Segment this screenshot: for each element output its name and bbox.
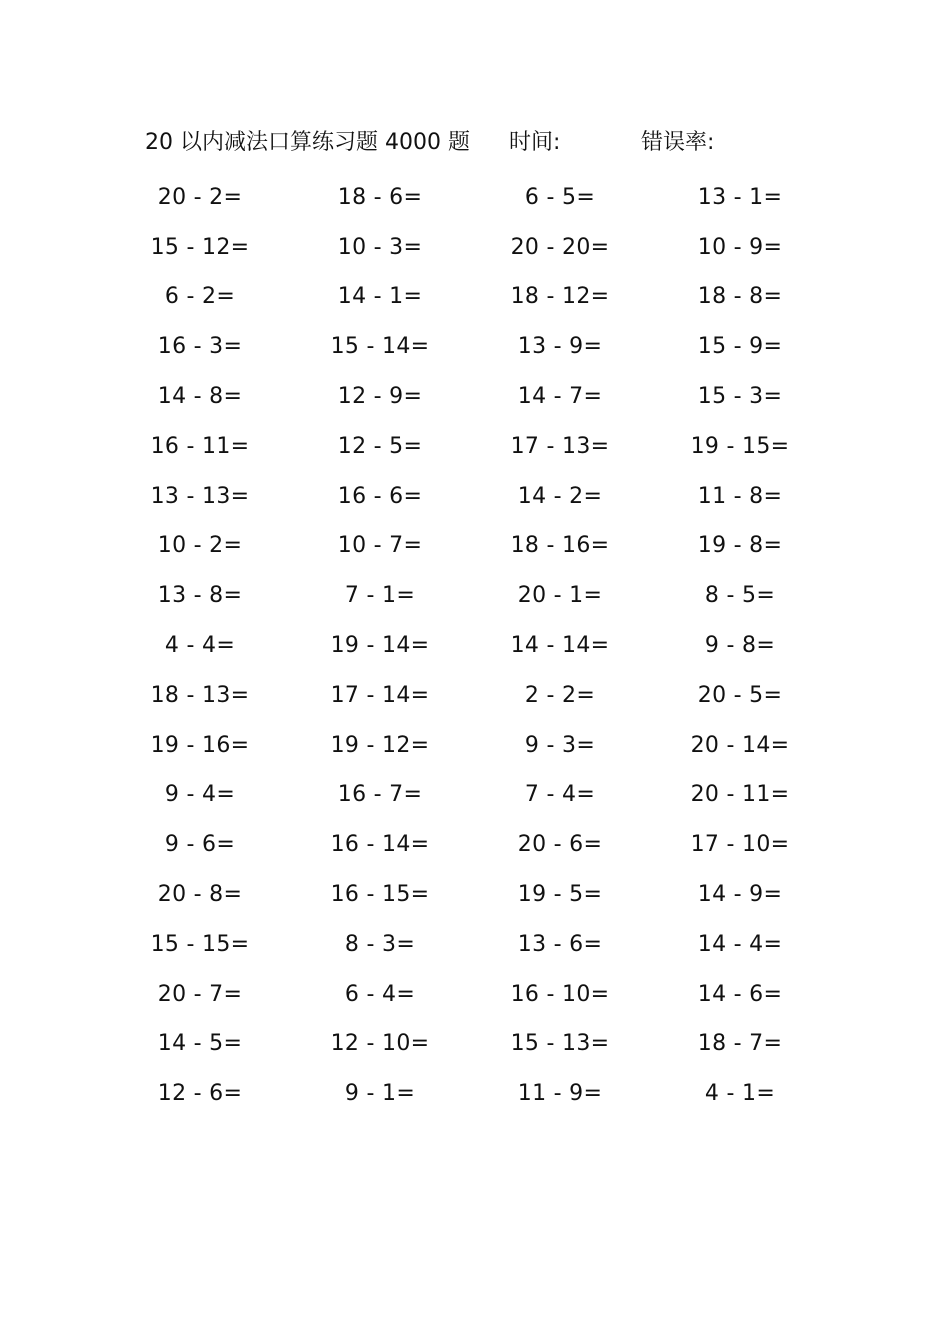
subtraction-problem: 19 - 12= (330, 732, 430, 758)
subtraction-problem: 15 - 14= (330, 334, 430, 360)
subtraction-problem: 15 - 15= (150, 931, 250, 957)
problem-row (110, 571, 830, 621)
subtraction-problem: 16 - 7= (337, 782, 423, 808)
subtraction-problem: 15 - 3= (697, 384, 783, 410)
subtraction-problem: 16 - 3= (157, 334, 243, 360)
subtraction-problem: 8 - 3= (344, 931, 416, 957)
subtraction-problem: 15 - 13= (510, 1031, 610, 1057)
problem-row (110, 771, 830, 821)
subtraction-problem: 16 - 11= (150, 433, 250, 459)
subtraction-problem: 20 - 7= (157, 981, 243, 1007)
error-rate-label: 错误率: (641, 130, 715, 155)
subtraction-problem: 13 - 9= (517, 334, 603, 360)
problem-row (110, 322, 830, 372)
subtraction-problem: 13 - 6= (517, 931, 603, 957)
problem-row (110, 273, 830, 323)
subtraction-problem: 11 - 9= (517, 1081, 603, 1107)
subtraction-problem: 20 - 1= (517, 583, 603, 609)
subtraction-problem: 10 - 7= (337, 533, 423, 559)
problem-grid (110, 173, 830, 1119)
problem-row (110, 1020, 830, 1070)
subtraction-problem: 10 - 3= (337, 234, 423, 260)
subtraction-problem: 20 - 11= (690, 782, 790, 808)
problem-row (110, 920, 830, 970)
subtraction-problem: 8 - 5= (704, 583, 776, 609)
subtraction-problem: 2 - 2= (524, 682, 596, 708)
subtraction-problem: 6 - 2= (164, 284, 236, 310)
problem-row (110, 671, 830, 721)
subtraction-problem: 19 - 5= (517, 882, 603, 908)
subtraction-problem: 19 - 8= (697, 533, 783, 559)
subtraction-problem: 9 - 6= (164, 832, 236, 858)
subtraction-problem: 20 - 8= (157, 882, 243, 908)
subtraction-problem: 9 - 3= (524, 732, 596, 758)
subtraction-problem: 13 - 8= (157, 583, 243, 609)
problem-row (110, 970, 830, 1020)
subtraction-problem: 18 - 8= (697, 284, 783, 310)
subtraction-problem: 19 - 16= (150, 732, 250, 758)
problem-row (110, 472, 830, 522)
subtraction-problem: 18 - 12= (510, 284, 610, 310)
subtraction-problem: 14 - 6= (697, 981, 783, 1007)
subtraction-problem: 7 - 1= (344, 583, 416, 609)
problem-row (110, 1069, 830, 1119)
subtraction-problem: 16 - 15= (330, 882, 430, 908)
subtraction-problem: 14 - 9= (697, 882, 783, 908)
subtraction-problem: 10 - 2= (157, 533, 243, 559)
subtraction-problem: 4 - 4= (164, 633, 236, 659)
subtraction-problem: 6 - 4= (344, 981, 416, 1007)
subtraction-problem: 4 - 1= (704, 1081, 776, 1107)
subtraction-problem: 12 - 10= (330, 1031, 430, 1057)
subtraction-problem: 17 - 10= (690, 832, 790, 858)
worksheet-title: 20 以内减法口算练习题 4000 题 (145, 130, 470, 155)
subtraction-problem: 14 - 2= (517, 483, 603, 509)
subtraction-problem: 9 - 1= (344, 1081, 416, 1107)
problem-row (110, 621, 830, 671)
subtraction-problem: 16 - 14= (330, 832, 430, 858)
subtraction-problem: 17 - 14= (330, 682, 430, 708)
problem-row (110, 820, 830, 870)
subtraction-problem: 14 - 14= (510, 633, 610, 659)
subtraction-problem: 18 - 13= (150, 682, 250, 708)
subtraction-problem: 16 - 6= (337, 483, 423, 509)
subtraction-problem: 19 - 15= (690, 433, 790, 459)
subtraction-problem: 15 - 12= (150, 234, 250, 260)
worksheet-header (145, 126, 845, 160)
subtraction-problem: 12 - 6= (157, 1081, 243, 1107)
subtraction-problem: 16 - 10= (510, 981, 610, 1007)
subtraction-problem: 13 - 1= (697, 184, 783, 210)
subtraction-problem: 9 - 8= (704, 633, 776, 659)
problem-row (110, 223, 830, 273)
subtraction-problem: 9 - 4= (164, 782, 236, 808)
subtraction-problem: 6 - 5= (524, 184, 596, 210)
time-label: 时间: (509, 130, 561, 155)
problem-row (110, 522, 830, 572)
subtraction-problem: 20 - 2= (157, 184, 243, 210)
subtraction-problem: 14 - 4= (697, 931, 783, 957)
subtraction-problem: 12 - 9= (337, 384, 423, 410)
subtraction-problem: 19 - 14= (330, 633, 430, 659)
subtraction-problem: 20 - 14= (690, 732, 790, 758)
problem-row (110, 173, 830, 223)
subtraction-problem: 18 - 7= (697, 1031, 783, 1057)
subtraction-problem: 20 - 6= (517, 832, 603, 858)
subtraction-problem: 11 - 8= (697, 483, 783, 509)
subtraction-problem: 14 - 7= (517, 384, 603, 410)
subtraction-problem: 14 - 8= (157, 384, 243, 410)
problem-row (110, 870, 830, 920)
problem-row (110, 721, 830, 771)
subtraction-problem: 7 - 4= (524, 782, 596, 808)
subtraction-problem: 14 - 1= (337, 284, 423, 310)
subtraction-problem: 18 - 6= (337, 184, 423, 210)
subtraction-problem: 13 - 13= (150, 483, 250, 509)
subtraction-problem: 20 - 20= (510, 234, 610, 260)
subtraction-problem: 17 - 13= (510, 433, 610, 459)
subtraction-problem: 20 - 5= (697, 682, 783, 708)
problem-row (110, 372, 830, 422)
problem-row (110, 422, 830, 472)
subtraction-problem: 18 - 16= (510, 533, 610, 559)
subtraction-problem: 14 - 5= (157, 1031, 243, 1057)
subtraction-problem: 10 - 9= (697, 234, 783, 260)
subtraction-problem: 15 - 9= (697, 334, 783, 360)
subtraction-problem: 12 - 5= (337, 433, 423, 459)
